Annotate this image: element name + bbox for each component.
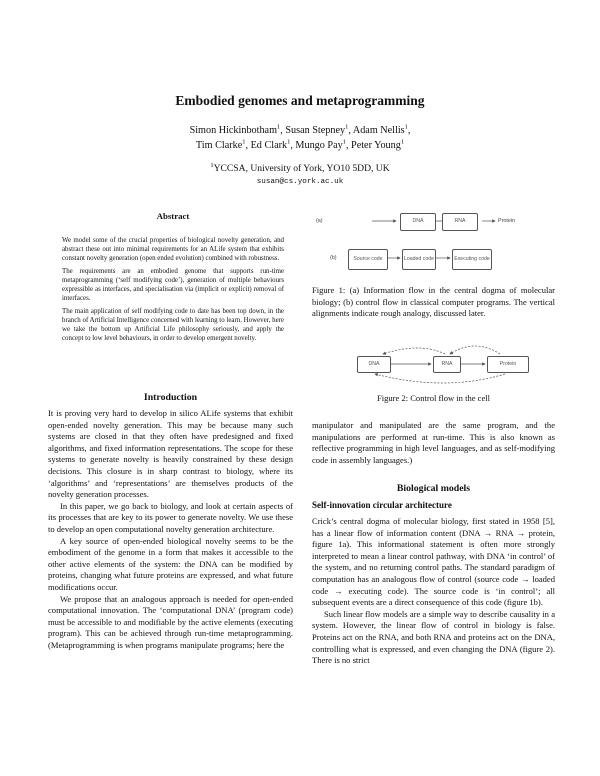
dna-box: DNA	[357, 356, 391, 373]
protein-label: Protein	[498, 218, 516, 224]
affil-mark: 1	[342, 138, 346, 146]
body-paragraph: We propose that an analogous approach is needed for open-ended computational innovation. The ‘computational DNA’ (program code) must be accessible to and modifiable by the active elements (executing program). This can be achieved through run-time metaprogramming. (Metaprogramming is when programs manipulate programs; here the	[48, 593, 293, 650]
introduction-body	[48, 408, 293, 651]
rna-box: RNA	[442, 213, 478, 231]
author-name: Peter Young	[351, 139, 401, 151]
author-sep: ,	[407, 125, 411, 136]
author-sep: ,	[245, 139, 251, 151]
author-line-2	[0, 139, 600, 154]
author-line-1	[0, 124, 600, 139]
abstract-paragraph: The main application of self modifying code to date has been top down, in the branch of Artificial Intelligence concerned with learning to learn. However, here we take the bottom up Artificial Life philosophy seriously, and apply the concept to low level behaviours, in order to develop emergent novelty.	[62, 308, 284, 342]
author-sep: ,	[290, 139, 296, 151]
dna-box: DNA	[400, 213, 436, 231]
paper-title: Embodied genomes and metaprogramming	[175, 93, 425, 108]
biological-models-body	[312, 516, 555, 667]
feedback-arrow	[450, 346, 500, 354]
affil-mark: 1	[404, 123, 408, 131]
row-label: (a)	[316, 218, 323, 224]
body-paragraph: A key source of open-ended biological novelty seems to be the embodiment of the genome in a form that makes it accessible to the other active elements of the system: the DNA can be modified by proteins, changing what future proteins are expressed, and what future modifications occur.	[48, 535, 293, 592]
biological-models-heading: Biological models	[396, 483, 471, 494]
affil-mark: 1	[277, 123, 281, 131]
affiliation	[0, 163, 600, 174]
author-sep: ,	[345, 139, 352, 151]
author-name: Tim Clarke	[195, 139, 243, 151]
right-column-continuation: manipulator and manipulated are the same program, and the manipulations are performed at run-time. This is also known as reflective programming in high level languages, and as self-modifying code in assembly languages.)	[312, 420, 555, 465]
introduction-heading: Introduction	[143, 392, 198, 403]
figure-1-caption: Figure 1: (a) Information flow in the central dogma of molecular biology; (b) control flow in classical computer programs. The vertical alignments indicate rough analogy, discussed later.	[312, 285, 555, 319]
self-innovation-subheading: Self-innovation circular architecture	[312, 500, 452, 510]
body-paragraph: Crick’s central dogma of molecular biology, first stated in 1958 [5], has a linear flow of information content (DNA → RNA → protein, figure 1a). This informational statement is often more strongly interpreted to mean a linear control pathway, with DNA ‘in control’ of the system, and no returning control paths. The standard paradigm of computation has an analogous flow of control (source code → loaded code → executing code). The source code is ‘in control’; all subsequent events are a direct consequence of this code (figure 1b).	[312, 516, 555, 608]
abstract-body	[62, 236, 284, 347]
feedback-arrow	[383, 348, 445, 354]
author-name: Simon Hickinbotham	[189, 125, 278, 136]
author-name: Adam Nellis	[352, 125, 405, 136]
figure-2-caption: Figure 2: Control flow in the cell	[377, 393, 490, 403]
affil-mark: 1	[242, 138, 246, 146]
executing-code-box: Executing code	[452, 249, 492, 270]
contact-email: susan@cs.york.ac.uk	[256, 178, 344, 186]
figure-2	[345, 340, 545, 390]
author-sep: ,	[348, 125, 353, 136]
author-name: Susan Stepney	[285, 125, 346, 136]
protein-box: Protein	[487, 356, 529, 373]
feedback-arrow	[375, 374, 505, 383]
source-code-box: Source code	[348, 249, 388, 270]
author-name: Ed Clark	[250, 139, 288, 151]
abstract-heading: Abstract	[156, 211, 190, 221]
author-name: Mungo Pay	[295, 139, 343, 151]
figure-1	[312, 205, 552, 285]
body-paragraph: In this paper, we go back to biology, and look at certain aspects of its processes that are key to its power to generate novelty. We use these to develop an open computational novelty generation architecture.	[48, 500, 293, 534]
affiliation-text: YCCSA, University of York, YO10 5DD, UK	[213, 163, 390, 174]
loaded-code-box: Loaded code	[402, 249, 436, 270]
affil-mark: 1	[287, 138, 291, 146]
author-list	[0, 124, 600, 153]
affil-mark: 1	[400, 138, 405, 146]
row-label: (b)	[330, 255, 337, 261]
body-paragraph: Such linear flow models are a simple way to describe causality in a system. However, the linear flow of control in biology is false. Proteins act on the RNA, and both RNA and proteins act on the DNA, controlling what is expressed, and even changing the DNA (figure 2). There is no strict	[312, 608, 555, 666]
affil-mark: 1	[345, 123, 349, 131]
abstract-paragraph: The requirements are an embodied genome that supports run-time metaprogramming (‘self modifying code’), generation of multiple behaviours expressible as interfaces, and specialisation via (implicit or explicit) removal of interfaces.	[62, 268, 284, 302]
affil-mark: 1	[210, 161, 214, 169]
rna-box: RNA	[433, 356, 461, 373]
body-paragraph: It is proving very hard to develop in silico ALife systems that exhibit open-ended novelty generation. This may be because many such systems are closed in that they often have predesigned and fixed algorithms, and fixed information representations. The scope for these systems to generate novelty is heavily constrained by these design decisions. This closure is in sharp contrast to biology, where its ‘algorithms’ and ‘representations’ are themselves products of the novelty generation processes.	[48, 408, 293, 500]
abstract-paragraph: We model some of the crucial properties of biological novelty generation, and abstract these out into minimal requirements for an ALife system that exhibits constant novelty generation (open ended evolution) combined with robustness.	[62, 237, 284, 262]
author-sep: ,	[280, 125, 286, 136]
